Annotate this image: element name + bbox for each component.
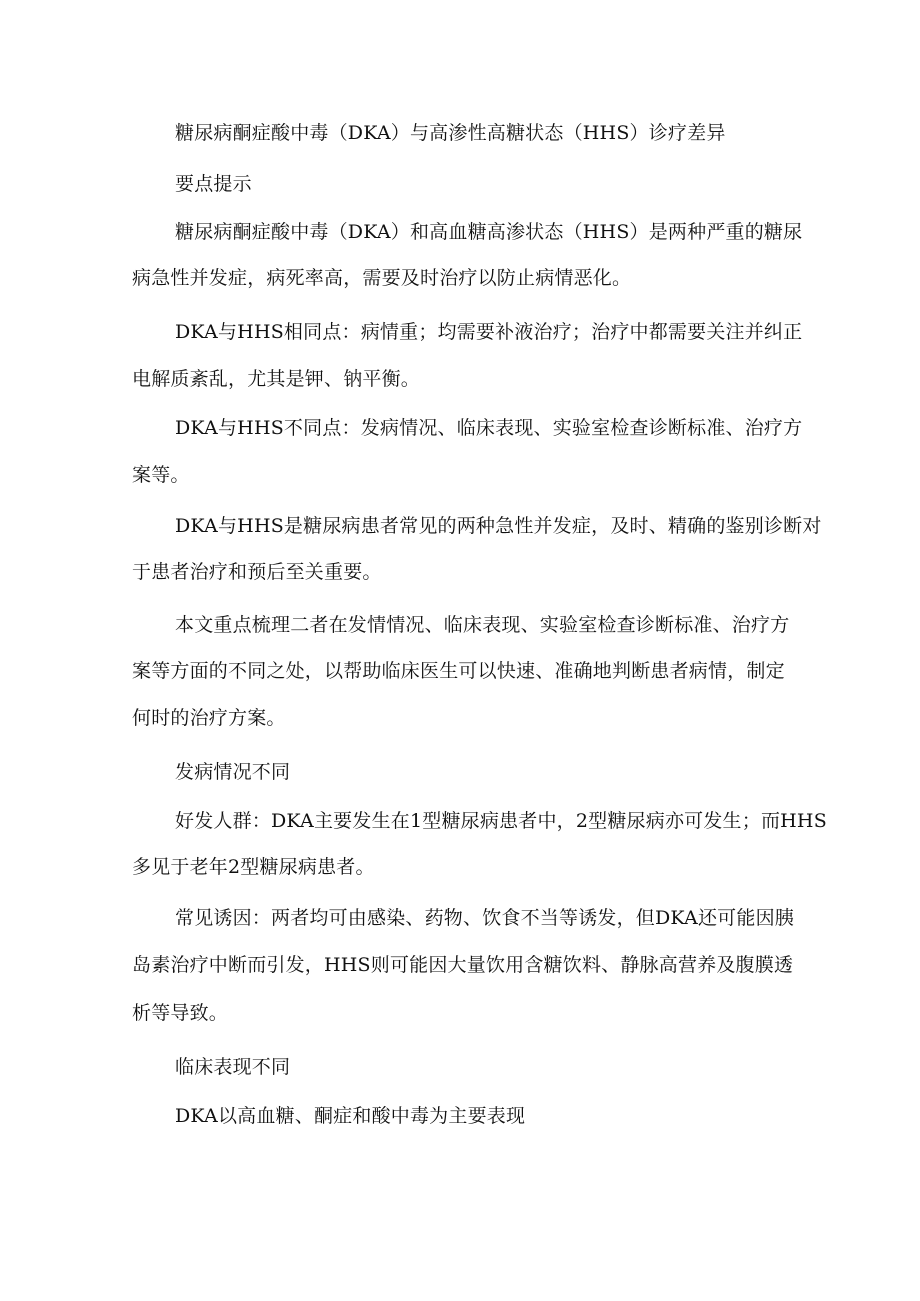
paragraph-line: DKA与HHS相同点：病情重；均需要补液治疗；治疗中都需要关注并纠正 [175,321,803,343]
paragraph-line: 案等。 [132,464,190,486]
paragraph-line: 案等方面的不同之处，以帮助临床医生可以快速、准确地判断患者病情，制定 [132,660,785,682]
paragraph-line: 本文重点梳理二者在发情情况、临床表现、实验室检查诊断标准、治疗方 [175,614,790,636]
paragraph-line: 何时的治疗方案。 [132,707,286,729]
paragraph-line: 岛素治疗中断而引发，HHS则可能因大量饮用含糖饮料、静脉高营养及腹膜透 [132,954,794,976]
paragraph-line: DKA与HHS是糖尿病患者常见的两种急性并发症，及时、精确的鉴别诊断对 [175,515,822,537]
paragraph-line: 糖尿病酮症酸中毒（DKA）和高血糖高渗状态（HHS）是两种严重的糖尿 [175,221,803,243]
subtitle-key-points: 要点提示 [175,173,252,195]
paragraph-line: 多见于老年2型糖尿病患者。 [132,856,375,878]
paragraph-line: 电解质紊乱，尤其是钾、钠平衡。 [132,368,421,390]
paragraph-line: DKA以高血糖、酮症和酸中毒为主要表现 [175,1105,526,1127]
section-heading-onset: 发病情况不同 [175,761,291,783]
paragraph-line: 析等导致。 [132,1002,229,1024]
paragraph-line: 好发人群：DKA主要发生在1型糖尿病患者中，2型糖尿病亦可发生；而HHS [175,810,827,832]
paragraph-line: 常见诱因：两者均可由感染、药物、饮食不当等诱发，但DKA还可能因胰 [175,907,794,929]
section-heading-clinical: 临床表现不同 [175,1056,291,1078]
paragraph-line: 病急性并发症，病死率高，需要及时治疗以防止病情恶化。 [132,267,632,289]
document-title: 糖尿病酮症酸中毒（DKA）与高渗性高糖状态（HHS）诊疗差异 [175,122,726,144]
paragraph-line: DKA与HHS不同点：发病情况、临床表现、实验室检查诊断标准、治疗方 [175,417,803,439]
paragraph-line: 于患者治疗和预后至关重要。 [132,561,382,583]
